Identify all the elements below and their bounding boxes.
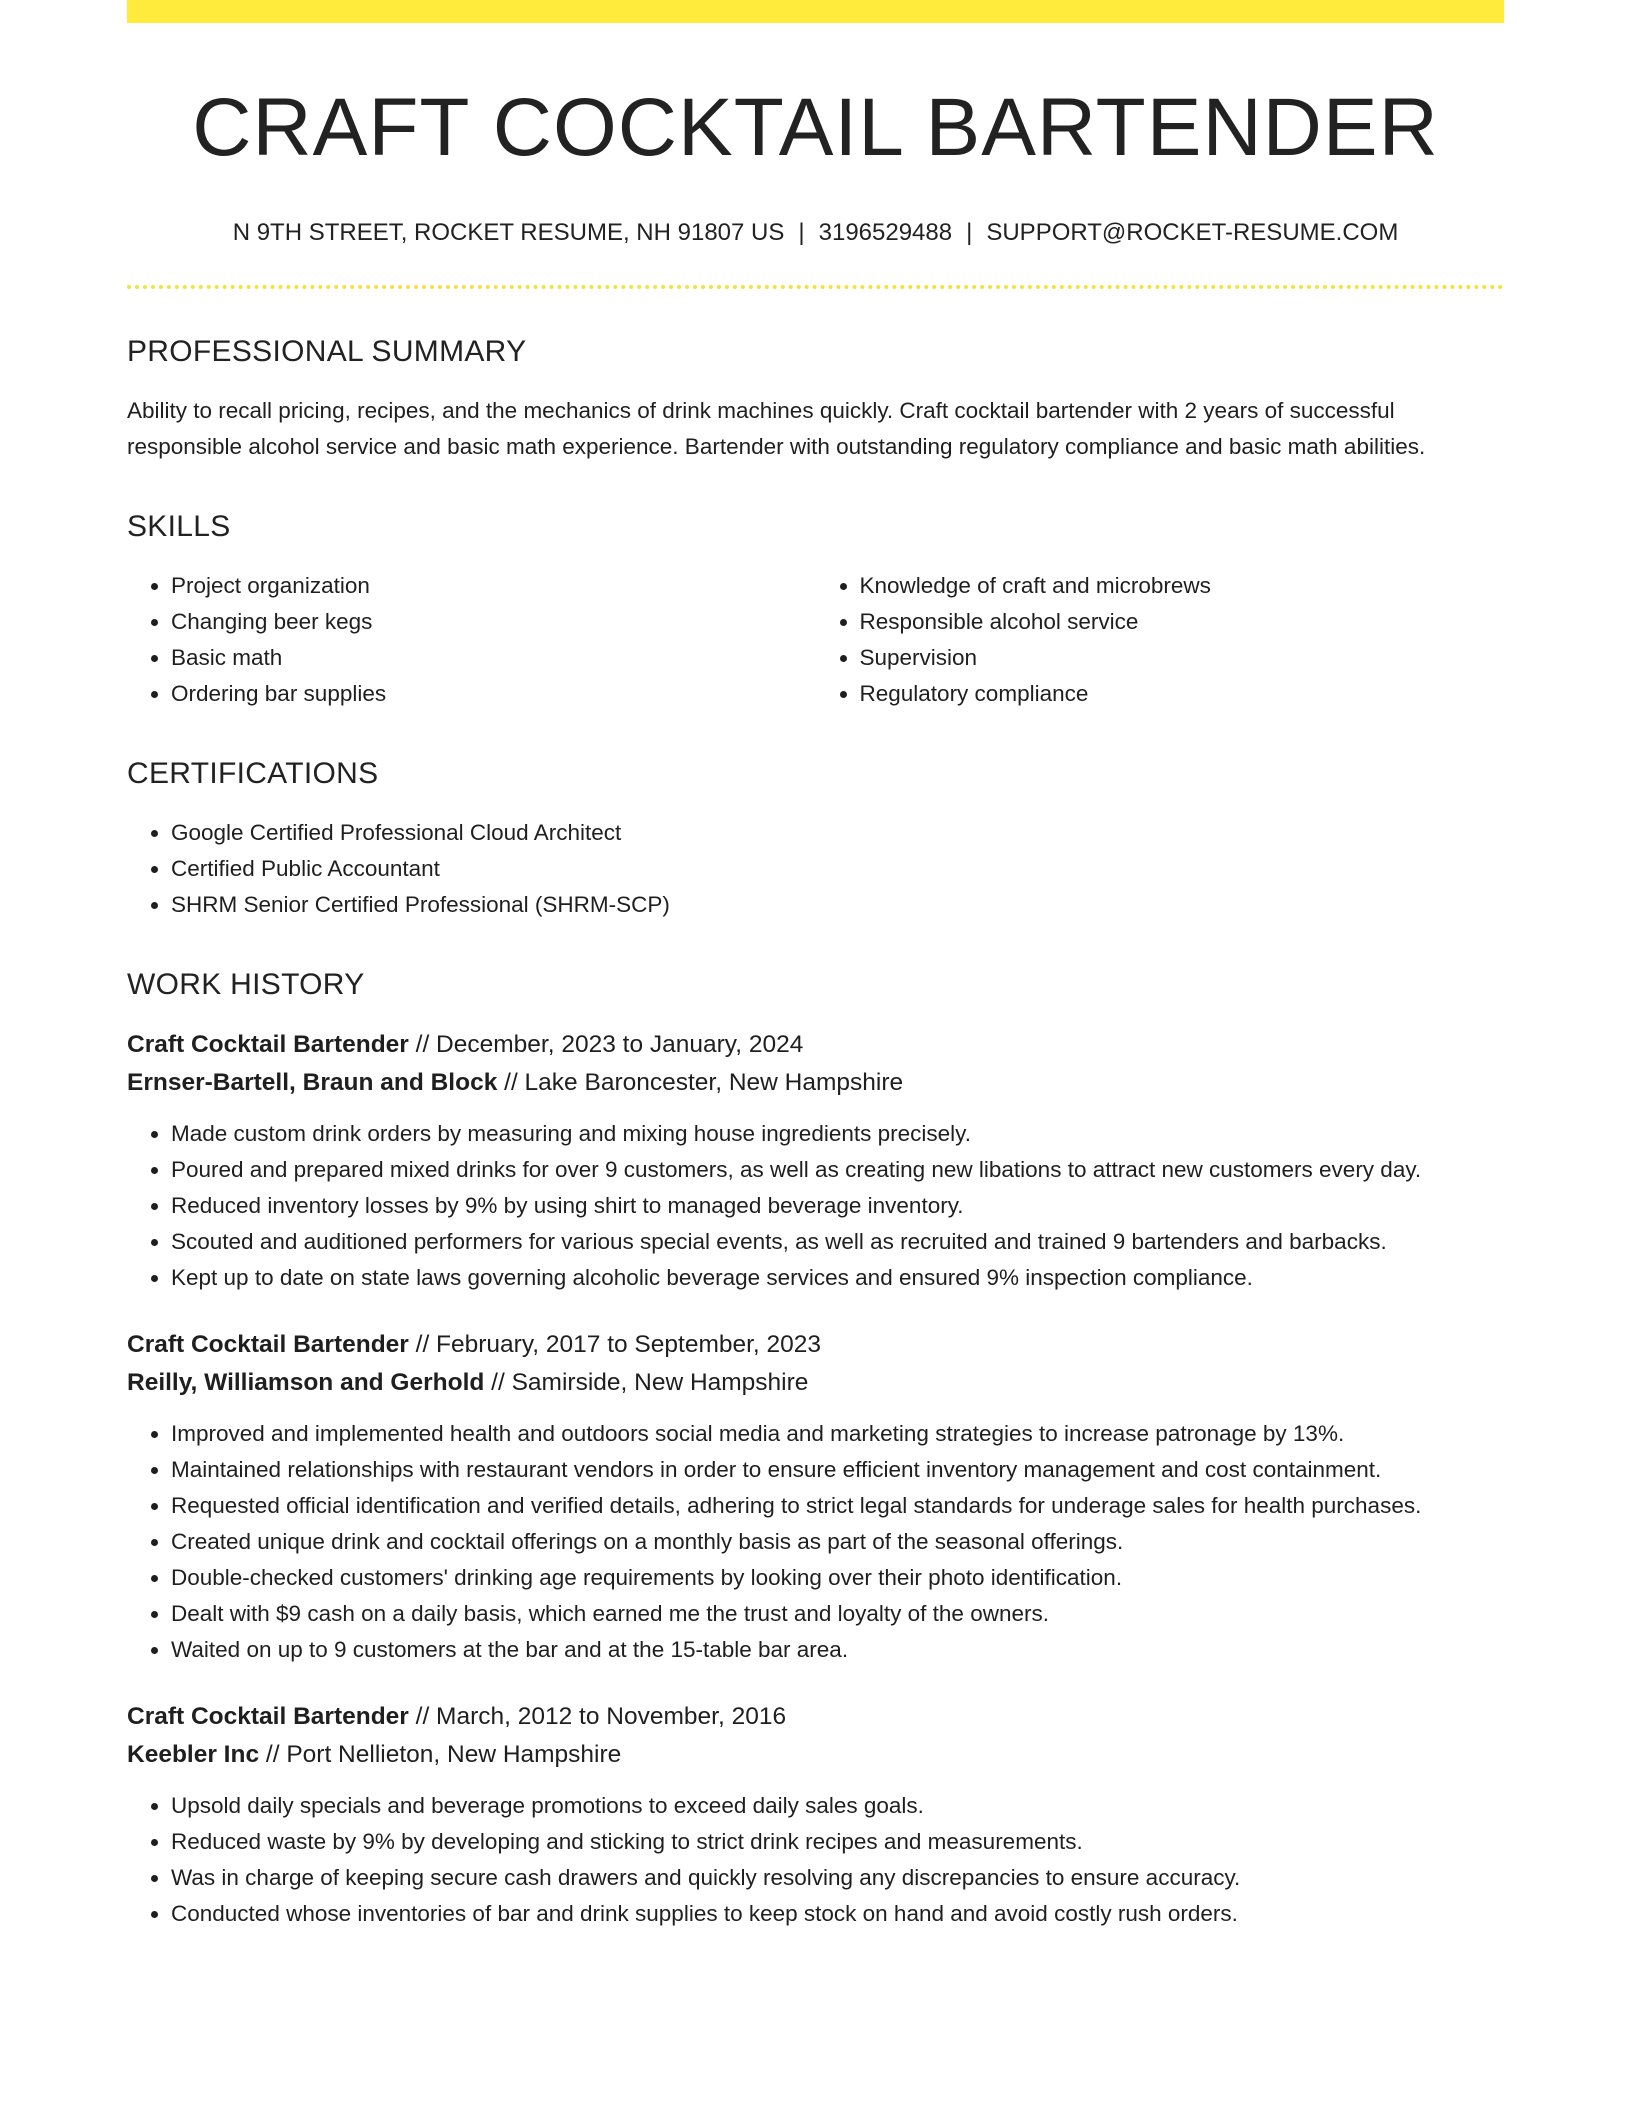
work-history-heading: WORK HISTORY — [127, 968, 365, 1002]
job-bullet: • Improved and implemented health and outdoors social media and marketing strategies to increase patronage by 13%. — [171, 1416, 1504, 1452]
job-bullet: • Reduced inventory losses by 9% by using shirt to managed beverage inventory. — [171, 1188, 1504, 1224]
skills-heading: SKILLS — [127, 510, 231, 544]
certifications-section — [127, 757, 1504, 923]
skill-item: • Changing beer kegs — [171, 604, 816, 640]
certifications-heading: CERTIFICATIONS — [127, 757, 379, 791]
contact-line — [127, 219, 1504, 247]
job-entry — [127, 1026, 1504, 1296]
job-title-line — [127, 1326, 1504, 1364]
certifications-list — [127, 815, 1504, 923]
skill-item: • Responsible alcohol service — [860, 604, 1505, 640]
job-bullet: • Reduced waste by 9% by developing and sticking to strict drink recipes and measurements. — [171, 1824, 1504, 1860]
job-bullet: • Upsold daily specials and beverage promotions to exceed daily sales goals. — [171, 1788, 1504, 1824]
job-company-line — [127, 1064, 1504, 1102]
job-company: Ernser-Bartell, Braun and Block — [127, 1069, 498, 1097]
skill-item: • Knowledge of craft and microbrews — [860, 568, 1505, 604]
work-history-section — [127, 968, 1504, 1932]
contact-address: N 9TH STREET, ROCKET RESUME, NH 91807 US — [232, 219, 785, 247]
summary-heading: PROFESSIONAL SUMMARY — [127, 335, 527, 369]
contact-separator: | — [966, 219, 973, 247]
skills-section — [127, 510, 1504, 712]
skill-item: • Project organization — [171, 568, 816, 604]
job-bullet: • Dealt with $9 cash on a daily basis, which earned me the trust and loyalty of the owners. — [171, 1596, 1504, 1632]
certification-item: • Google Certified Professional Cloud Architect — [171, 815, 1504, 851]
job-bullet: • Double-checked customers' drinking age requirements by looking over their photo identification. — [171, 1560, 1504, 1596]
job-title: Craft Cocktail Bartender — [127, 1703, 409, 1731]
job-bullet: • Created unique drink and cocktail offerings on a monthly basis as part of the seasonal offerings. — [171, 1524, 1504, 1560]
job-entry — [127, 1698, 1504, 1932]
job-bullet: • Kept up to date on state laws governing alcoholic beverage services and ensured 9% inspection compliance. — [171, 1260, 1504, 1296]
job-company: Reilly, Williamson and Gerhold — [127, 1369, 485, 1397]
job-bullet: • Poured and prepared mixed drinks for over 9 customers, as well as creating new libations to attract new customers every day. — [171, 1152, 1504, 1188]
job-bullet: • Scouted and auditioned performers for various special events, as well as recruited and trained 9 bartenders and barbacks. — [171, 1224, 1504, 1260]
skill-item: • Regulatory compliance — [860, 676, 1505, 712]
job-company: Keebler Inc — [127, 1741, 260, 1769]
job-location: // Port Nellieton, New Hampshire — [259, 1741, 622, 1769]
job-location: // Samirside, New Hampshire — [484, 1369, 809, 1397]
header-divider — [127, 285, 1504, 289]
summary-section — [127, 335, 1504, 465]
skill-item: • Ordering bar supplies — [171, 676, 816, 712]
job-bullet: • Conducted whose inventories of bar and drink supplies to keep stock on hand and avoid costly rush orders. — [171, 1896, 1504, 1932]
job-bullets — [127, 1788, 1504, 1932]
job-bullets — [127, 1116, 1504, 1296]
contact-email: SUPPORT@ROCKET-RESUME.COM — [986, 219, 1399, 247]
job-bullet: • Made custom drink orders by measuring and mixing house ingredients precisely. — [171, 1116, 1504, 1152]
job-dates: // February, 2017 to September, 2023 — [408, 1331, 822, 1359]
resume-name: CRAFT COCKTAIL BARTENDER — [192, 82, 1439, 173]
job-entry — [127, 1326, 1504, 1668]
resume-page — [127, 0, 1504, 1962]
job-bullets — [127, 1416, 1504, 1668]
skills-list-left — [127, 568, 816, 712]
job-bullet: • Waited on up to 9 customers at the bar and at the 15-table bar area. — [171, 1632, 1504, 1668]
job-dates: // March, 2012 to November, 2016 — [408, 1703, 787, 1731]
skill-item: • Basic math — [171, 640, 816, 676]
job-title-line — [127, 1026, 1504, 1064]
certification-item: • Certified Public Accountant — [171, 851, 1504, 887]
summary-text: Ability to recall pricing, recipes, and the mechanics of drink machines quickly. Craft cocktail bartender with 2 years of successful responsible alcohol service and basic math experience. Bartender with outstanding regulatory compliance and basic math abilities. — [127, 398, 1426, 460]
job-bullet: • Was in charge of keeping secure cash drawers and quickly resolving any discrepancies to ensure accuracy. — [171, 1860, 1504, 1896]
job-company-line — [127, 1364, 1504, 1402]
skills-list-right — [816, 568, 1505, 712]
skills-columns — [127, 568, 1504, 712]
top-accent-bar — [127, 0, 1504, 23]
job-title: Craft Cocktail Bartender — [127, 1031, 409, 1059]
skill-item: • Supervision — [860, 640, 1505, 676]
job-title-line — [127, 1698, 1504, 1736]
job-dates: // December, 2023 to January, 2024 — [408, 1031, 804, 1059]
job-bullet: • Requested official identification and verified details, adhering to strict legal standards for underage sales for health purchases. — [171, 1488, 1504, 1524]
job-company-line — [127, 1736, 1504, 1774]
certification-item: • SHRM Senior Certified Professional (SHRM-SCP) — [171, 887, 1504, 923]
job-title: Craft Cocktail Bartender — [127, 1331, 409, 1359]
contact-separator: | — [798, 219, 805, 247]
job-location: // Lake Baroncester, New Hampshire — [497, 1069, 904, 1097]
contact-phone: 3196529488 — [818, 219, 953, 247]
job-bullet: • Maintained relationships with restaurant vendors in order to ensure efficient inventory management and cost containment. — [171, 1452, 1504, 1488]
